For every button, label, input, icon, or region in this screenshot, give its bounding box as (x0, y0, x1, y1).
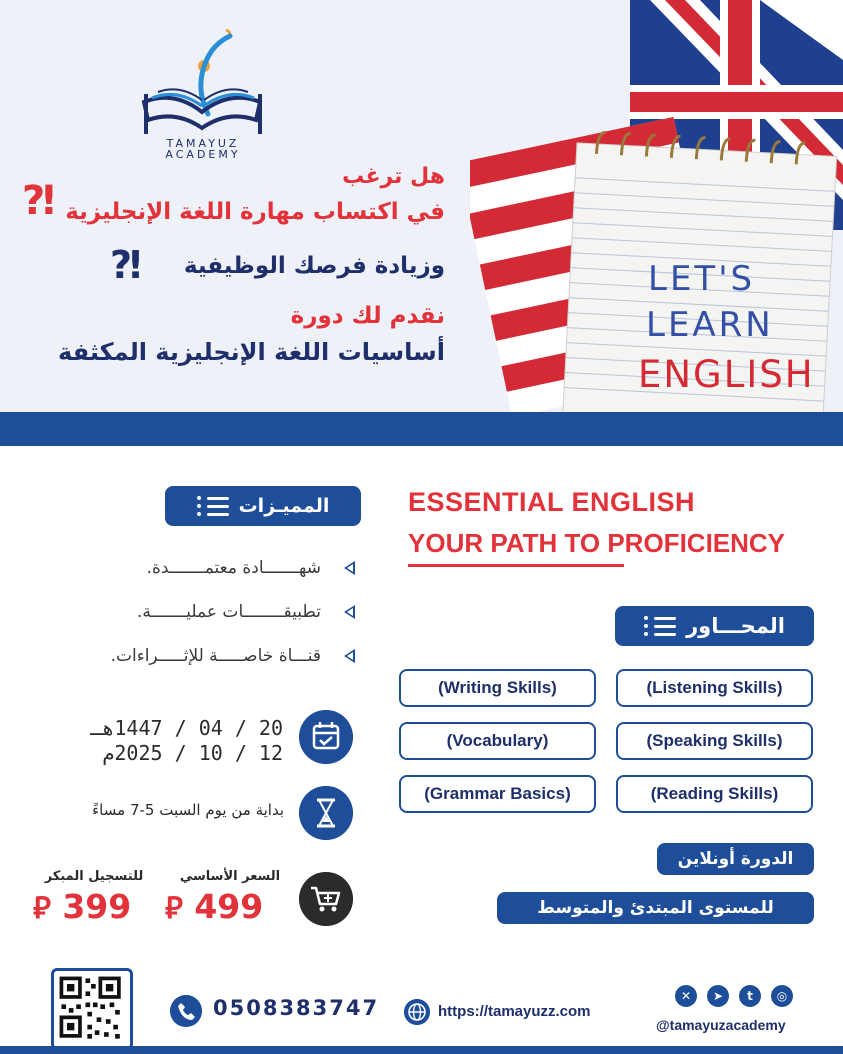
notebook-learn: LEARN (646, 305, 774, 345)
phone-icon (170, 995, 202, 1027)
course-subtitle: YOUR PATH TO PROFICIENCY (408, 528, 786, 558)
tumblr-icon[interactable]: t (739, 985, 761, 1007)
axes-header (615, 606, 814, 646)
early-price (33, 887, 131, 927)
list-item (20, 634, 355, 678)
course-title: ESSENTIAL ENGLISH (408, 487, 696, 517)
hijri-date: 20 / 04 / 1447هـ (90, 716, 283, 740)
hero-line-2: في اكتساب مهارة اللغة الإنجليزية (65, 199, 445, 225)
skill-reading: (Reading Skills) (616, 775, 813, 813)
skill-grammar: (Grammar Basics) (399, 775, 596, 813)
features-list (20, 546, 355, 678)
telegram-icon[interactable]: ➤ (707, 985, 729, 1007)
skill-speaking: (Speaking Skills) (616, 722, 813, 760)
feature-text: تطبيقــــــــات عمليـــــــة. (136, 602, 321, 622)
level-badge: للمستوى المبتدئ والمتوسط (497, 892, 814, 924)
triangle-bullet-icon (333, 605, 355, 619)
social-handle[interactable]: @tamayuzacademy (656, 1017, 786, 1033)
question-mark-icon: ⁈ (22, 178, 56, 224)
base-price (165, 887, 263, 927)
base-price-label: السعر الأساسي (179, 869, 281, 884)
list-icon (644, 615, 676, 637)
online-badge: الدورة أونلاين (657, 843, 814, 875)
gregorian-date: 12 / 10 / 2025م (102, 741, 283, 765)
axes-title: المحـــاور (686, 614, 785, 638)
globe-icon (404, 999, 430, 1025)
triangle-bullet-icon (333, 561, 355, 575)
feature-text: قنـــاة خاصـــــة للإثـــــراءات. (110, 646, 321, 666)
feature-text: شهـــــــادة معتمـــــــدة. (146, 558, 321, 578)
triangle-bullet-icon (333, 649, 355, 663)
start-time: بداية من يوم السبت 5-7 مساءً (92, 801, 284, 819)
notebook-english: ENGLISH (638, 353, 815, 396)
x-icon[interactable]: ✕ (675, 985, 697, 1007)
skill-listening: (Listening Skills) (616, 669, 813, 707)
qr-code-icon[interactable] (51, 968, 133, 1050)
website-link[interactable]: https://tamayuzz.com (438, 1003, 591, 1020)
bottom-bar (0, 1046, 843, 1054)
calendar-icon (299, 710, 353, 764)
question-mark-icon: ⁈ (110, 243, 142, 287)
list-item (20, 546, 355, 590)
riyal-icon: ⃁ (33, 891, 51, 926)
hero-line-1: هل ترغب (342, 164, 445, 189)
hero-line-3: وزيادة فرصك الوظيفية (183, 253, 445, 279)
base-price-value: 499 (194, 887, 264, 926)
early-price-label: للتسجيل المبكر (44, 869, 144, 884)
riyal-icon: ⃁ (165, 891, 183, 926)
list-icon (197, 495, 229, 517)
hero-copy (5, 160, 445, 370)
title-underline (408, 564, 624, 567)
logo-wordmark: TAMAYUZ ACADEMY (165, 137, 241, 161)
early-price-value: 399 (62, 887, 132, 926)
divider-band (0, 412, 843, 446)
hero-banner (0, 0, 843, 412)
instagram-icon[interactable]: ◎ (771, 985, 793, 1007)
flag-notebook-illustration (470, 0, 843, 412)
features-title: المميـزات (238, 495, 330, 517)
skill-vocabulary: (Vocabulary) (399, 722, 596, 760)
list-item (20, 590, 355, 634)
skill-writing: (Writing Skills) (399, 669, 596, 707)
cart-icon (299, 872, 353, 926)
hourglass-icon (299, 786, 353, 840)
notebook-lets: LET'S (648, 259, 756, 299)
hero-line-5: أساسيات اللغة الإنجليزية المكثفة (58, 338, 445, 366)
phone-number[interactable]: 0508383747 (213, 996, 380, 1020)
hero-line-4: نقدم لك دورة (290, 303, 445, 329)
features-header (165, 486, 361, 526)
